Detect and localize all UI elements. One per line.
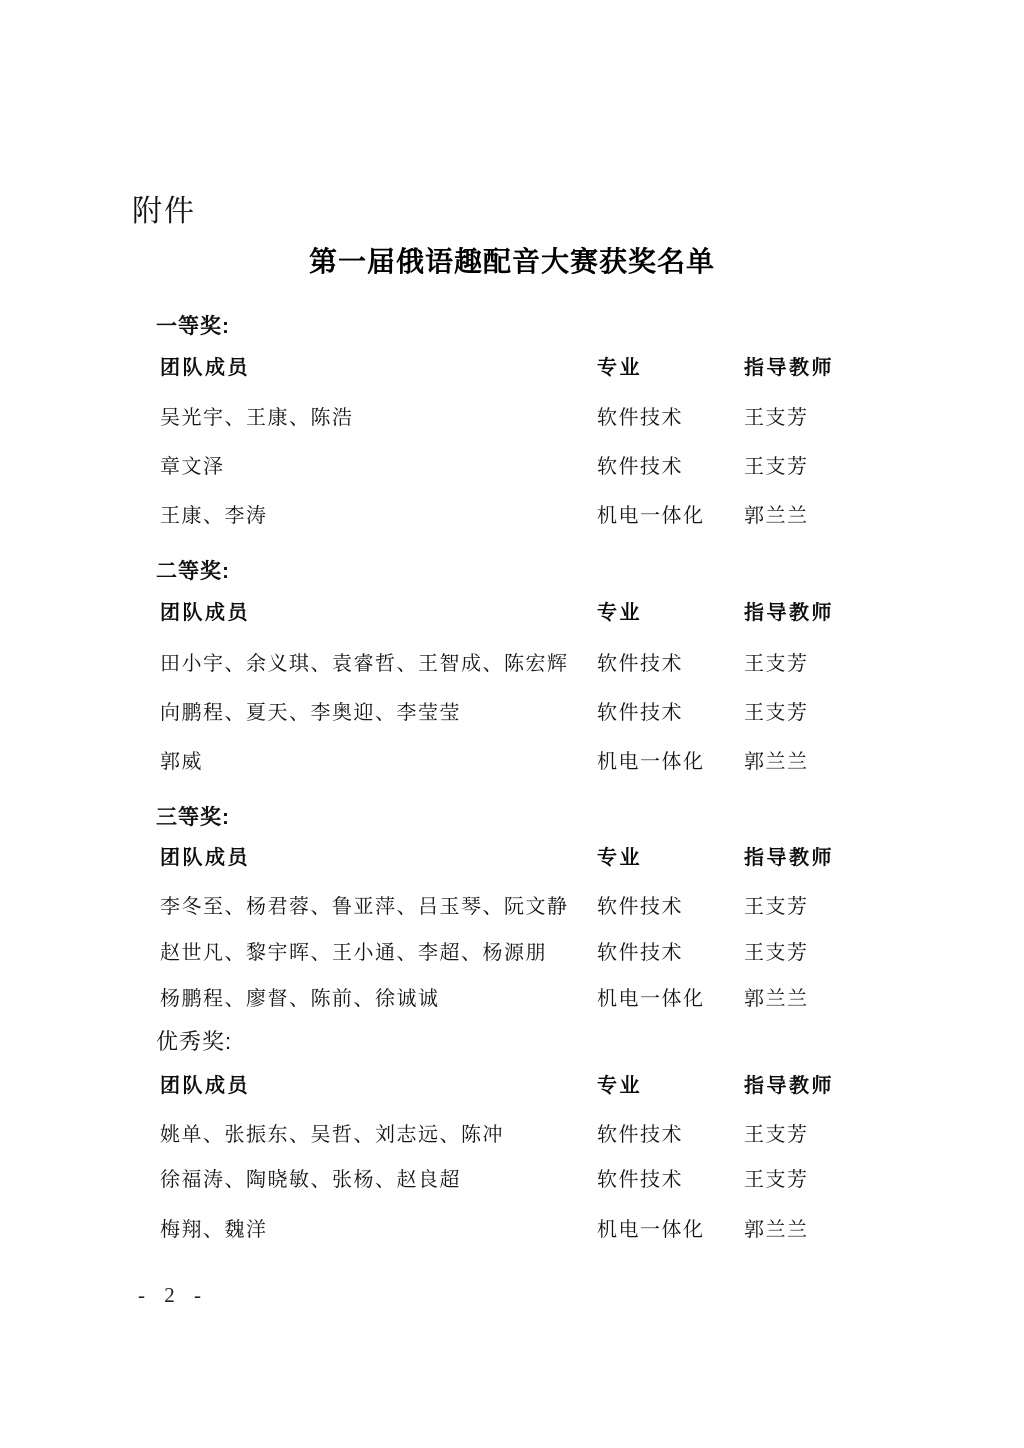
major: 机电一体化 (597, 1219, 705, 1241)
team-members: 赵世凡、黎宇晖、王小通、李超、杨源朋 (160, 942, 547, 964)
section-label: 三等奖: (156, 806, 230, 829)
major: 机电一体化 (597, 505, 705, 527)
major: 软件技术 (597, 942, 683, 964)
column-header-major: 专业 (597, 357, 642, 379)
table-row (0, 401, 1024, 427)
advisor: 王支芳 (744, 942, 809, 964)
table-row (0, 1213, 1024, 1239)
table-row (0, 696, 1024, 722)
major: 机电一体化 (597, 988, 705, 1010)
section-label: 二等奖: (156, 560, 230, 583)
section-label: 一等奖: (156, 315, 230, 338)
team-members: 向鹏程、夏天、李奥迎、李莹莹 (160, 702, 461, 724)
table-header-row (0, 596, 1024, 622)
advisor: 郭兰兰 (744, 751, 809, 773)
table-row (0, 890, 1024, 916)
team-members: 姚单、张振东、吴哲、刘志远、陈冲 (160, 1124, 504, 1146)
advisor: 王支芳 (744, 702, 809, 724)
table-row (0, 745, 1024, 771)
column-header-major: 专业 (597, 847, 642, 869)
table-row (0, 982, 1024, 1008)
column-header-members: 团队成员 (160, 602, 250, 624)
advisor: 郭兰兰 (744, 988, 809, 1010)
table-header-row (0, 1069, 1024, 1095)
advisor: 王支芳 (744, 1124, 809, 1146)
column-header-members: 团队成员 (160, 357, 250, 379)
major: 软件技术 (597, 896, 683, 918)
section-label: 优秀奖: (156, 1029, 233, 1054)
team-members: 吴光宇、王康、陈浩 (160, 407, 354, 429)
column-header-advisor: 指导教师 (744, 602, 834, 624)
advisor: 王支芳 (744, 896, 809, 918)
column-header-major: 专业 (597, 602, 642, 624)
major: 软件技术 (597, 1169, 683, 1191)
column-header-members: 团队成员 (160, 1075, 250, 1097)
page-number: - 2 - (138, 1283, 208, 1307)
advisor: 王支芳 (744, 407, 809, 429)
column-header-advisor: 指导教师 (744, 1075, 834, 1097)
team-members: 李冬至、杨君蓉、鲁亚萍、吕玉琴、阮文静 (160, 896, 569, 918)
team-members: 梅翔、魏洋 (160, 1219, 268, 1241)
advisor: 王支芳 (744, 1169, 809, 1191)
column-header-major: 专业 (597, 1075, 642, 1097)
table-row (0, 499, 1024, 525)
advisor: 郭兰兰 (744, 505, 809, 527)
table-header-row (0, 351, 1024, 377)
major: 软件技术 (597, 407, 683, 429)
table-header-row (0, 841, 1024, 867)
column-header-advisor: 指导教师 (744, 847, 834, 869)
major: 机电一体化 (597, 751, 705, 773)
advisor: 王支芳 (744, 653, 809, 675)
document-title: 第一届俄语趣配音大赛获奖名单 (308, 247, 715, 278)
table-row (0, 647, 1024, 673)
major: 软件技术 (597, 702, 683, 724)
table-row (0, 450, 1024, 476)
major: 软件技术 (597, 1124, 683, 1146)
team-members: 章文泽 (160, 456, 225, 478)
team-members: 郭威 (160, 751, 203, 773)
team-members: 田小宇、余义琪、袁睿哲、王智成、陈宏辉 (160, 653, 569, 675)
table-row (0, 1118, 1024, 1144)
attachment-label: 附件 (132, 195, 196, 228)
table-row (0, 936, 1024, 962)
team-members: 徐福涛、陶晓敏、张杨、赵良超 (160, 1169, 461, 1191)
major: 软件技术 (597, 456, 683, 478)
advisor: 王支芳 (744, 456, 809, 478)
table-row (0, 1163, 1024, 1189)
column-header-advisor: 指导教师 (744, 357, 834, 379)
team-members: 杨鹏程、廖督、陈前、徐诚诚 (160, 988, 440, 1010)
column-header-members: 团队成员 (160, 847, 250, 869)
team-members: 王康、李涛 (160, 505, 268, 527)
advisor: 郭兰兰 (744, 1219, 809, 1241)
major: 软件技术 (597, 653, 683, 675)
